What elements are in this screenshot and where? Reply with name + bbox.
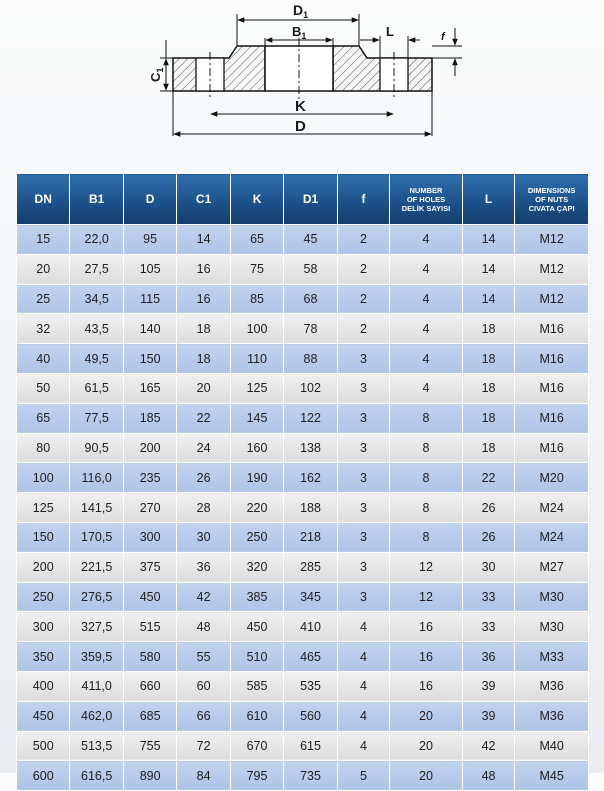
- cell-dn: 65: [17, 403, 70, 433]
- cell-nuts: M16: [515, 403, 589, 433]
- cell-c1: 16: [177, 284, 230, 314]
- cell-nuts: M36: [515, 671, 589, 701]
- header-b1: [70, 174, 123, 225]
- cell-nuts: M16: [515, 344, 589, 374]
- cell-c1: 18: [177, 314, 230, 344]
- cell-k: 125: [230, 373, 283, 403]
- cell-c1: 16: [177, 254, 230, 284]
- cell-b1: 513,5: [70, 731, 123, 761]
- cell-d1: 162: [284, 463, 337, 493]
- cell-c1: 48: [177, 612, 230, 642]
- cell-d1: 218: [284, 522, 337, 552]
- header-l-line: L: [484, 192, 493, 206]
- cell-holes: 8: [390, 493, 463, 523]
- cell-f: 4: [337, 731, 389, 761]
- cell-f: 3: [337, 344, 389, 374]
- cell-d1: 345: [284, 582, 337, 612]
- header-nuts: [515, 174, 589, 225]
- cell-b1: 276,5: [70, 582, 123, 612]
- cell-d: 185: [123, 403, 176, 433]
- cell-b1: 411,0: [70, 671, 123, 701]
- cell-b1: 359,5: [70, 642, 123, 672]
- cell-b1: 170,5: [70, 522, 123, 552]
- cell-dn: 250: [17, 582, 70, 612]
- cell-dn: 50: [17, 373, 70, 403]
- cell-f: 3: [337, 463, 389, 493]
- table-row: [17, 254, 589, 284]
- cell-f: 4: [337, 671, 389, 701]
- cell-l: 18: [462, 403, 514, 433]
- cell-c1: 30: [177, 522, 230, 552]
- header-b1-line: B1: [89, 192, 105, 206]
- cell-k: 190: [230, 463, 283, 493]
- cell-f: 3: [337, 493, 389, 523]
- cell-l: 39: [462, 671, 514, 701]
- dim-label-k: K: [295, 98, 306, 115]
- cell-d1: 188: [284, 493, 337, 523]
- cell-f: 5: [337, 761, 389, 791]
- header-nuts-line: DIMENSIONS: [527, 185, 576, 195]
- cell-b1: 141,5: [70, 493, 123, 523]
- cell-c1: 84: [177, 761, 230, 791]
- cell-b1: 49,5: [70, 344, 123, 374]
- cell-f: 4: [337, 612, 389, 642]
- header-l: [462, 174, 514, 225]
- cell-nuts: M40: [515, 731, 589, 761]
- cell-dn: 450: [17, 701, 70, 731]
- cell-nuts: M16: [515, 433, 589, 463]
- cell-f: 3: [337, 433, 389, 463]
- table-row: [17, 642, 589, 672]
- cell-c1: 55: [177, 642, 230, 672]
- cell-b1: 462,0: [70, 701, 123, 731]
- cell-f: 4: [337, 701, 389, 731]
- cell-l: 26: [462, 493, 514, 523]
- header-nuts-line: OF NUTS: [535, 194, 569, 204]
- cell-l: 18: [462, 433, 514, 463]
- cell-nuts: M12: [515, 284, 589, 314]
- cell-dn: 100: [17, 463, 70, 493]
- cell-nuts: M36: [515, 701, 589, 731]
- cell-l: 30: [462, 552, 514, 582]
- header-f-line: f: [361, 192, 366, 206]
- cell-dn: 500: [17, 731, 70, 761]
- table-row: [17, 225, 589, 255]
- cell-d1: 465: [284, 642, 337, 672]
- dim-label-c1: [148, 68, 165, 82]
- cell-d1: 88: [284, 344, 337, 374]
- cell-c1: 60: [177, 671, 230, 701]
- cell-d: 165: [123, 373, 176, 403]
- header-c1: [177, 174, 230, 225]
- cell-l: 22: [462, 463, 514, 493]
- table-row: [17, 493, 589, 523]
- cell-holes: 12: [390, 582, 463, 612]
- cell-f: 3: [337, 552, 389, 582]
- cell-dn: 25: [17, 284, 70, 314]
- cell-dn: 350: [17, 642, 70, 672]
- cell-d1: 735: [284, 761, 337, 791]
- table-row: [17, 403, 589, 433]
- header-row: [17, 174, 589, 225]
- cell-c1: 26: [177, 463, 230, 493]
- cell-d: 375: [123, 552, 176, 582]
- cell-d1: 102: [284, 373, 337, 403]
- cell-c1: 42: [177, 582, 230, 612]
- table-row: [17, 731, 589, 761]
- cell-d1: 285: [284, 552, 337, 582]
- cell-nuts: M30: [515, 582, 589, 612]
- header-dn-line: DN: [34, 192, 52, 206]
- cell-nuts: M24: [515, 493, 589, 523]
- cell-holes: 20: [390, 761, 463, 791]
- cell-dn: 15: [17, 225, 70, 255]
- cell-c1: 24: [177, 433, 230, 463]
- cell-b1: 221,5: [70, 552, 123, 582]
- cell-d1: 78: [284, 314, 337, 344]
- cell-holes: 8: [390, 433, 463, 463]
- cell-k: 110: [230, 344, 283, 374]
- cell-d: 515: [123, 612, 176, 642]
- cell-holes: 4: [390, 344, 463, 374]
- cell-d1: 615: [284, 731, 337, 761]
- cell-nuts: M24: [515, 522, 589, 552]
- cell-l: 14: [462, 225, 514, 255]
- table-row: [17, 344, 589, 374]
- flange-body: [173, 38, 432, 100]
- cell-l: 39: [462, 701, 514, 731]
- cell-d1: 122: [284, 403, 337, 433]
- cell-k: 160: [230, 433, 283, 463]
- cell-d1: 58: [284, 254, 337, 284]
- cell-k: 250: [230, 522, 283, 552]
- dimensions-table: [16, 173, 589, 791]
- cell-b1: 327,5: [70, 612, 123, 642]
- cell-holes: 16: [390, 612, 463, 642]
- cell-c1: 36: [177, 552, 230, 582]
- table-row: [17, 314, 589, 344]
- cell-l: 26: [462, 522, 514, 552]
- cell-k: 450: [230, 612, 283, 642]
- cell-b1: 77,5: [70, 403, 123, 433]
- cell-b1: 90,5: [70, 433, 123, 463]
- cell-k: 670: [230, 731, 283, 761]
- cell-dn: 80: [17, 433, 70, 463]
- cell-d: 755: [123, 731, 176, 761]
- cell-k: 795: [230, 761, 283, 791]
- cell-l: 18: [462, 314, 514, 344]
- header-f: [337, 174, 389, 225]
- header-k: [230, 174, 283, 225]
- cell-b1: 116,0: [70, 463, 123, 493]
- cell-k: 510: [230, 642, 283, 672]
- dim-label-l: L: [386, 24, 394, 39]
- header-d1-line: D1: [302, 192, 319, 206]
- cell-d: 270: [123, 493, 176, 523]
- cell-f: 3: [337, 522, 389, 552]
- table-header: [17, 174, 589, 225]
- cell-nuts: M20: [515, 463, 589, 493]
- cell-d1: 68: [284, 284, 337, 314]
- cell-b1: 43,5: [70, 314, 123, 344]
- cell-f: 2: [337, 284, 389, 314]
- cell-f: 3: [337, 403, 389, 433]
- header-holes-line: DELİK SAYISI: [401, 203, 451, 213]
- table-row: [17, 671, 589, 701]
- cell-d: 300: [123, 522, 176, 552]
- cell-holes: 8: [390, 522, 463, 552]
- table-row: [17, 522, 589, 552]
- cell-nuts: M16: [515, 314, 589, 344]
- dimensions-table-container: [16, 173, 589, 783]
- cell-k: 220: [230, 493, 283, 523]
- cell-d: 95: [123, 225, 176, 255]
- header-holes-line: OF HOLES: [406, 194, 446, 204]
- cell-dn: 400: [17, 671, 70, 701]
- table-row: [17, 701, 589, 731]
- cell-f: 2: [337, 225, 389, 255]
- cell-holes: 4: [390, 373, 463, 403]
- cell-k: 75: [230, 254, 283, 284]
- cell-c1: 20: [177, 373, 230, 403]
- cell-l: 18: [462, 373, 514, 403]
- cell-dn: 32: [17, 314, 70, 344]
- cell-l: 14: [462, 254, 514, 284]
- cell-holes: 4: [390, 284, 463, 314]
- cell-holes: 16: [390, 642, 463, 672]
- header-nuts-line: CIVATA ÇAPI: [528, 203, 575, 213]
- dim-label-b1: $B_1$: [292, 24, 307, 41]
- cell-l: 33: [462, 582, 514, 612]
- table-row: [17, 284, 589, 314]
- cell-holes: 4: [390, 254, 463, 284]
- dim-label-d1: $D_1$: [293, 2, 309, 20]
- header-holes: [390, 174, 463, 225]
- table-row: [17, 612, 589, 642]
- cell-l: 36: [462, 642, 514, 672]
- cell-dn: 20: [17, 254, 70, 284]
- header-c1-line: C1: [195, 192, 212, 206]
- cell-c1: 72: [177, 731, 230, 761]
- cell-dn: 200: [17, 552, 70, 582]
- dim-label-f: f: [441, 31, 445, 43]
- cell-holes: 4: [390, 225, 463, 255]
- cell-b1: 22,0: [70, 225, 123, 255]
- cell-d: 890: [123, 761, 176, 791]
- cell-dn: 300: [17, 612, 70, 642]
- cell-l: 14: [462, 284, 514, 314]
- cell-k: 85: [230, 284, 283, 314]
- cell-holes: 8: [390, 403, 463, 433]
- table-body: [17, 225, 589, 791]
- cell-nuts: M16: [515, 373, 589, 403]
- cell-f: 2: [337, 254, 389, 284]
- svg-text:C1: $C_1$: [148, 67, 165, 82]
- dim-label-d: D: [295, 118, 306, 135]
- cell-f: 3: [337, 582, 389, 612]
- cell-d: 150: [123, 344, 176, 374]
- cell-d: 105: [123, 254, 176, 284]
- cell-d: 685: [123, 701, 176, 731]
- header-d-line: D: [145, 192, 155, 206]
- cell-d: 235: [123, 463, 176, 493]
- cell-f: 2: [337, 314, 389, 344]
- cell-d: 200: [123, 433, 176, 463]
- header-dn: [17, 174, 70, 225]
- cell-holes: 4: [390, 314, 463, 344]
- cell-c1: 18: [177, 344, 230, 374]
- header-d: [123, 174, 176, 225]
- header-k-line: K: [252, 192, 262, 206]
- table-row: [17, 552, 589, 582]
- table-row: [17, 463, 589, 493]
- table-row: [17, 761, 589, 791]
- cell-d: 115: [123, 284, 176, 314]
- cell-dn: 40: [17, 344, 70, 374]
- header-holes-line: NUMBER: [409, 185, 443, 195]
- cell-c1: 66: [177, 701, 230, 731]
- cell-b1: 27,5: [70, 254, 123, 284]
- cell-d1: 560: [284, 701, 337, 731]
- cell-d: 580: [123, 642, 176, 672]
- cell-d1: 45: [284, 225, 337, 255]
- cell-nuts: M30: [515, 612, 589, 642]
- cell-c1: 14: [177, 225, 230, 255]
- cell-holes: 20: [390, 731, 463, 761]
- cell-b1: 616,5: [70, 761, 123, 791]
- cell-d1: 410: [284, 612, 337, 642]
- cell-f: 4: [337, 642, 389, 672]
- cell-k: 320: [230, 552, 283, 582]
- cell-dn: 150: [17, 522, 70, 552]
- cell-nuts: M27: [515, 552, 589, 582]
- cell-k: 145: [230, 403, 283, 433]
- cell-f: 3: [337, 373, 389, 403]
- cell-l: 48: [462, 761, 514, 791]
- cell-holes: 12: [390, 552, 463, 582]
- cell-holes: 8: [390, 463, 463, 493]
- cell-l: 42: [462, 731, 514, 761]
- cell-k: 585: [230, 671, 283, 701]
- cell-dn: 125: [17, 493, 70, 523]
- cell-dn: 600: [17, 761, 70, 791]
- cell-d: 140: [123, 314, 176, 344]
- table-row: [17, 582, 589, 612]
- cell-d: 660: [123, 671, 176, 701]
- cell-c1: 22: [177, 403, 230, 433]
- cell-d1: 535: [284, 671, 337, 701]
- cell-l: 18: [462, 344, 514, 374]
- cell-d1: 138: [284, 433, 337, 463]
- header-d1: [284, 174, 337, 225]
- cell-k: 385: [230, 582, 283, 612]
- cell-c1: 28: [177, 493, 230, 523]
- cell-holes: 20: [390, 701, 463, 731]
- cell-holes: 16: [390, 671, 463, 701]
- table-row: [17, 373, 589, 403]
- cell-d: 450: [123, 582, 176, 612]
- cell-b1: 34,5: [70, 284, 123, 314]
- flange-drawing: [0, 0, 604, 170]
- cell-k: 610: [230, 701, 283, 731]
- cell-k: 100: [230, 314, 283, 344]
- cell-nuts: M33: [515, 642, 589, 672]
- table-row: [17, 433, 589, 463]
- cell-l: 33: [462, 612, 514, 642]
- cell-nuts: M12: [515, 225, 589, 255]
- cell-nuts: M45: [515, 761, 589, 791]
- cell-nuts: M12: [515, 254, 589, 284]
- cell-b1: 61,5: [70, 373, 123, 403]
- cell-k: 65: [230, 225, 283, 255]
